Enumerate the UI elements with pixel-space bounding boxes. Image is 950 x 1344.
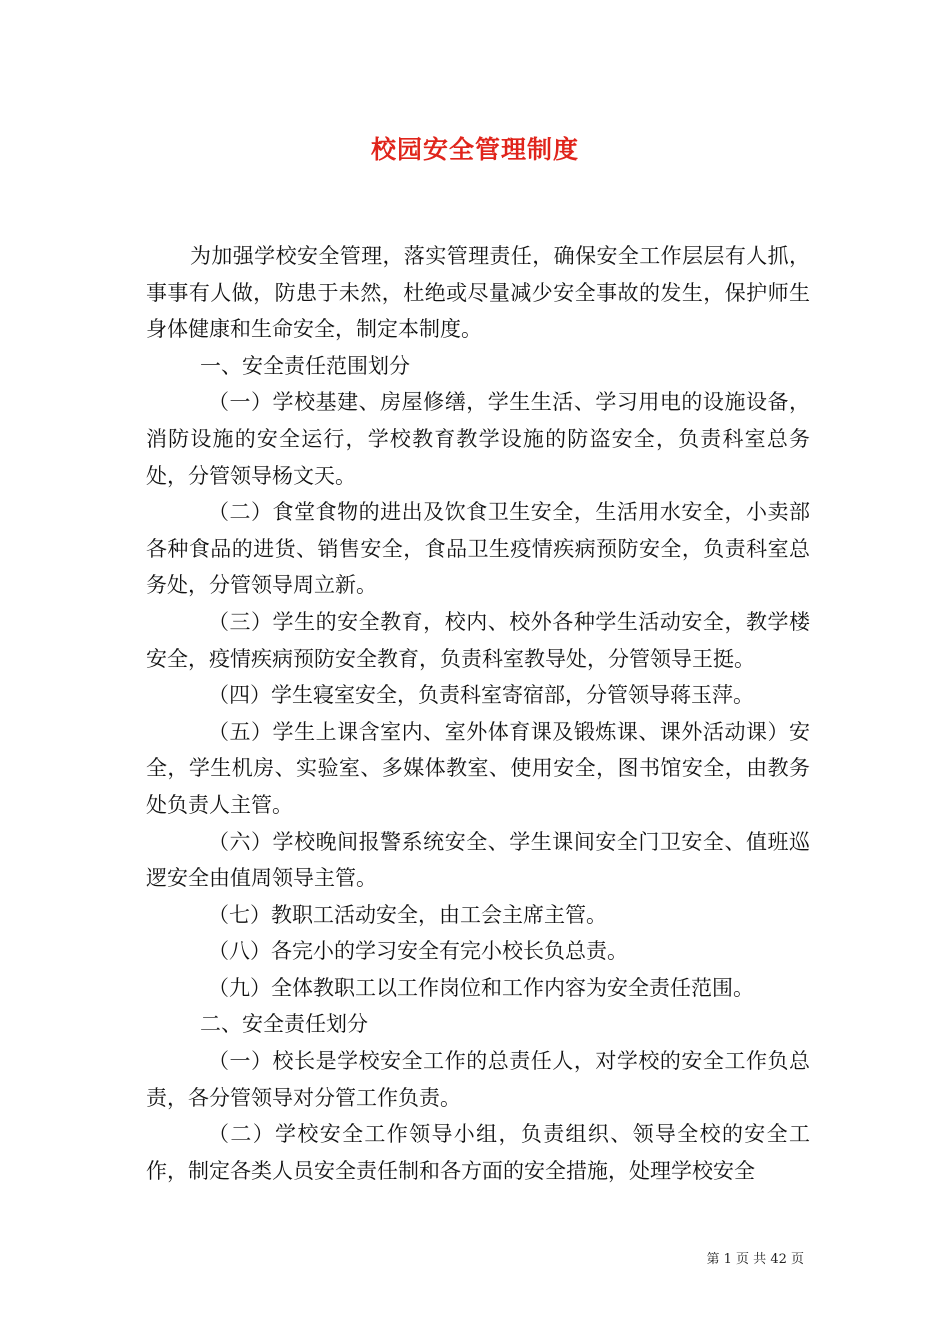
paragraph: （七）教职工活动安全，由工会主席主管。: [208, 902, 607, 927]
paragraph: （五）学生上课含室内、室外体育课及锻炼课、课外活动课）安全，学生机房、实验室、多媒体教室、使用安全，图书馆安全，由教务处负责人主管。: [146, 719, 810, 817]
document-body: [146, 238, 810, 1189]
paragraph: （二）学校安全工作领导小组，负责组织、领导全校的安全工作，制定各类人员安全责任制和各方面的安全措施，处理学校安全: [146, 1122, 810, 1183]
page-number: 第 1 页 共 42 页: [706, 1252, 804, 1267]
section-heading: 二、安全责任划分: [200, 1012, 368, 1037]
paragraph: （四）学生寝室安全，负责科室寄宿部，分管领导蒋玉萍。: [208, 683, 754, 708]
section-heading: 一、安全责任范围划分: [200, 353, 410, 378]
paragraph: （九）全体教职工以工作岗位和工作内容为安全责任范围。: [208, 975, 754, 1000]
paragraph: （一）学校基建、房屋修缮，学生生活、学习用电的设施设备，消防设施的安全运行，学校教育教学设施的防盗安全，负责科室总务处，分管领导杨文天。: [146, 390, 810, 488]
intro-paragraph: 为加强学校安全管理，落实管理责任，确保安全工作层层有人抓，事事有人做，防患于未然，杜绝或尽量减少安全事故的发生，保护师生身体健康和生命安全，制定本制度。: [146, 244, 810, 342]
document-title: 校园安全管理制度: [370, 135, 579, 164]
paragraph: （八）各完小的学习安全有完小校长负总责。: [208, 939, 628, 964]
paragraph: （六）学校晚间报警系统安全、学生课间安全门卫安全、值班巡逻安全由值周领导主管。: [146, 829, 810, 891]
paragraph: （二）食堂食物的进出及饮食卫生安全，生活用水安全，小卖部各种食品的进货、销售安全，食品卫生疫情疾病预防安全，负责科室总务处，分管领导周立新。: [146, 500, 810, 598]
paragraph: （一）校长是学校安全工作的总责任人，对学校的安全工作负总责，各分管领导对分管工作负责。: [146, 1049, 810, 1110]
paragraph: （三）学生的安全教育，校内、校外各种学生活动安全，教学楼安全，疫情疾病预防安全教育，负责科室教导处，分管领导王挺。: [146, 609, 810, 671]
